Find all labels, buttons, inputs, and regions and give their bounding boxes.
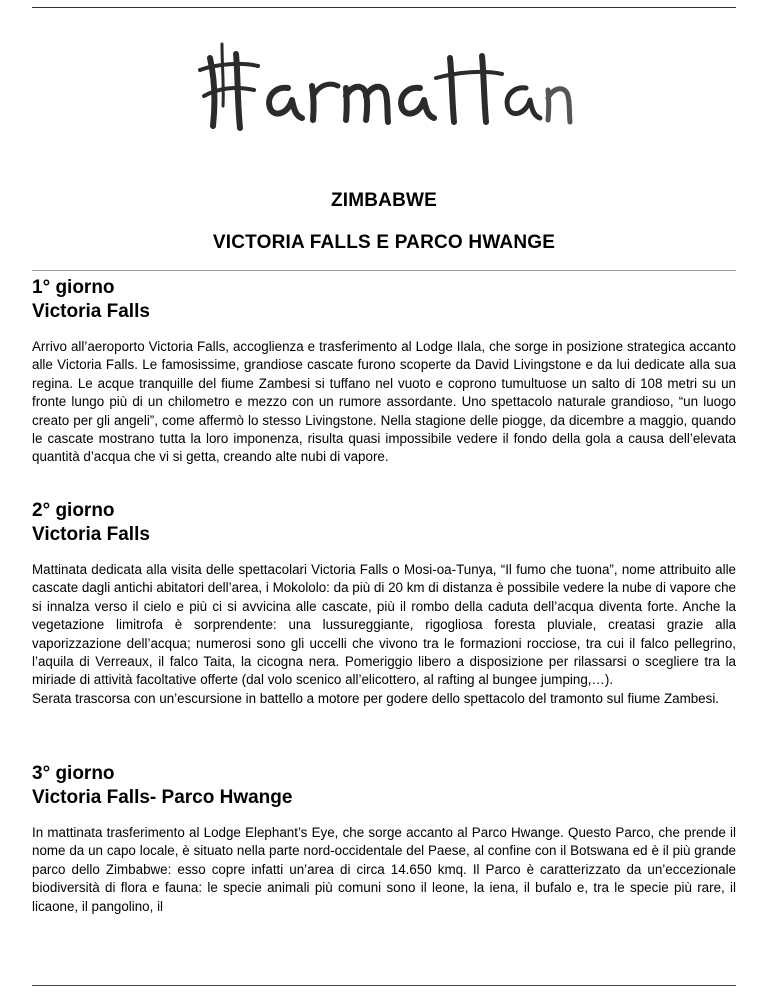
day-2-section: [32, 499, 736, 708]
day-1-paragraph: Arrivo all’aeroporto Victoria Falls, accoglienza e trasferimento al Lodge Ilala, che sorge in posizione strategica accanto alle Victoria Falls. Le famosissime, grandiose cascate furono scoperte da David Livingstone e da lui dedicate alla sua regina. Le acque tranquille del fiume Zambesi si tuffano nel vuoto e coprono tumultuose un salto di 108 metri su un fronte lungo più di un chilometro e mezzo con un rumore assordante. Uno spettacolo naturale grandioso, “un luogo creato per gli angeli”, come affermò lo stesso Livingstone. Nella stagione delle piogge, da dicembre a maggio, quando le cascate mostrano tutta la loro imponenza, risulta quasi impossibile vedere il fondo della gola a causa dell’elevata quantità d’acqua che vi si getta, creando alte nubi di vapore.: [32, 339, 736, 465]
top-rule: [32, 7, 736, 8]
day-1-place: Victoria Falls: [32, 301, 150, 322]
day-3-number: 3° giorno: [32, 763, 115, 784]
day-2-number: 2° giorno: [32, 500, 115, 521]
day-2-paragraph: Mattinata dedicata alla visita delle spettacolari Victoria Falls o Mosi-oa-Tunya, “Il fumo che tuona”, nome attribuito alle cascate dagli antichi abitatori dell’area, i Mokololo: da più di 20 km di distanza è possibile vedere la nube di vapore che si innalza verso il cielo e più ci si avvicina alle cascate, più il rombo della caduta dell’acqua diventa forte. Anche la vegetazione limitrofa è sorprendente: una lussureggiante, rigogliosa foresta pluviale, creatasi grazie alla vaporizzazione dell’acqua; numerosi sono gli uccelli che vivono tra le formazioni rocciose, tra cui il falco pellegrino, l’aquila di Verreaux, il falco Taita, la cicogna nera. Pomeriggio libero a disposizione per rilassarsi o scegliere tra la miriade di attività facoltative offerte (dal volo scenico all’elicottero, al rafting al bungee jumping,…).: [32, 562, 736, 688]
bottom-rule: [32, 985, 736, 986]
harmattan-logo: [196, 36, 576, 136]
tour-title: VICTORIA FALLS E PARCO HWANGE: [212, 232, 556, 253]
day-2-paragraph-evening: Serata trascorsa con un’escursione in battello a motore per godere dello spettacolo del tramonto sul fiume Zambesi.: [32, 690, 720, 706]
day-1-number: 1° giorno: [32, 277, 115, 298]
country-heading: ZIMBABWE: [330, 190, 438, 211]
title-divider: [32, 270, 736, 271]
day-3-paragraph: In mattinata trasferimento al Lodge Elephant’s Eye, che sorge accanto al Parco Hwange. Questo Parco, che prende il nome da un capo locale, è situato nella parte nord-occidentale del Paese, al confine con il Botswana ed è il più grande parco dello Zimbabwe: esso copre infatti un’area di circa 14.650 kmq. Il Parco è caratterizzato da un’eccezionale biodiversità di flora e fauna: le specie animali più comuni sono il leone, la iena, il bufalo e, tra le specie più rare, il licaone, il pangolino, il: [32, 825, 736, 914]
day-3-section: [32, 762, 736, 916]
day-1-section: [32, 276, 736, 467]
logo-graphic: [196, 36, 576, 136]
day-3-place: Victoria Falls- Parco Hwange: [32, 787, 293, 808]
day-2-place: Victoria Falls: [32, 524, 150, 545]
